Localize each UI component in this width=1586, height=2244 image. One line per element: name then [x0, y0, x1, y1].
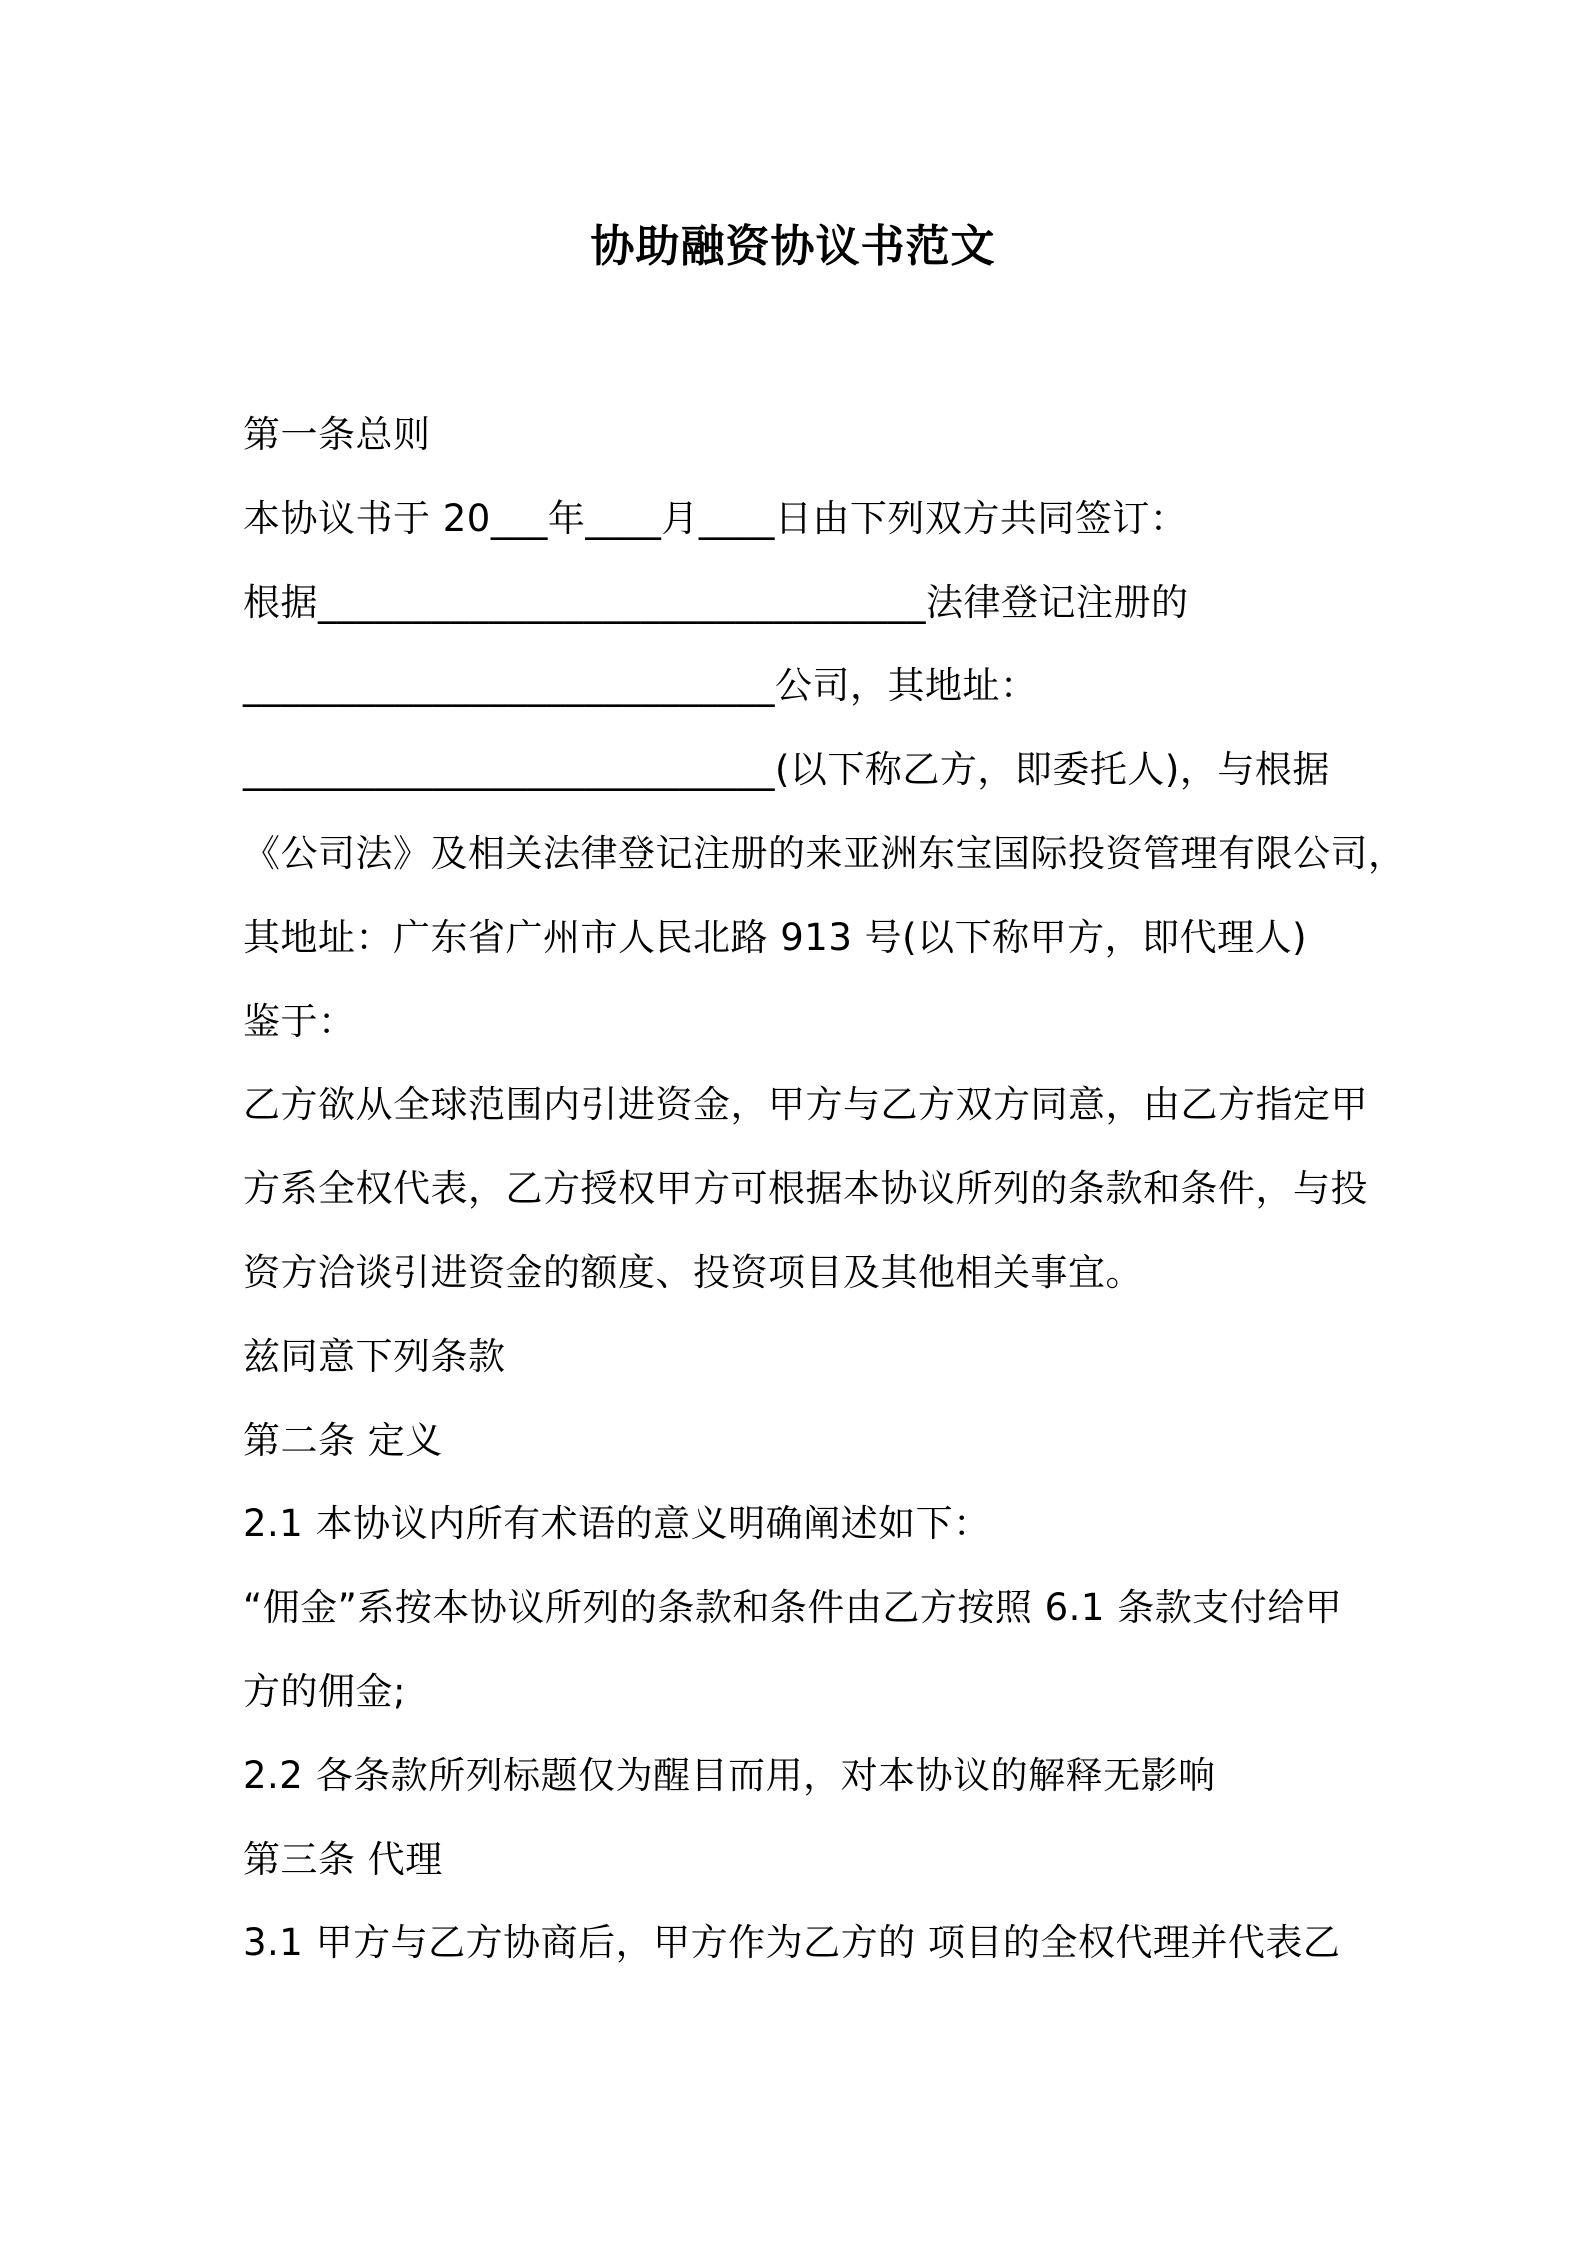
paragraph-line: 3.1 甲方与乙方协商后，甲方作为乙方的 项目的全权代理并代表乙	[243, 1921, 1341, 1965]
paragraph-line: 2.1 本协议内所有术语的意义明确阐述如下：	[243, 1502, 991, 1546]
paragraph-line: 根据________________________________法律登记注册的	[243, 580, 1189, 624]
paragraph-line: ____________________________公司，其地址：	[243, 664, 1038, 708]
paragraph-line: 其地址：广东省广州市人民北路 913 号(以下称甲方，即代理人)	[243, 915, 1308, 959]
paragraph-line: 方的佣金;	[243, 1669, 406, 1713]
paragraph-line: 资方洽谈引进资金的额度、投资项目及其他相关事宜。	[243, 1250, 1143, 1294]
paragraph-line: ____________________________(以下称乙方，即委托人)，与根据	[243, 748, 1330, 792]
paragraph-line: 2.2 各条款所列标题仅为醒目而用，对本协议的解释无影响	[243, 1753, 1216, 1797]
paragraph-line: 乙方欲从全球范围内引进资金，甲方与乙方双方同意，由乙方指定甲	[243, 1083, 1368, 1127]
paragraph-line: 鉴于：	[243, 999, 356, 1043]
paragraph-line: 本协议书于 20___年____月____日由下列双方共同签订：	[243, 496, 1188, 540]
section-heading-agency: 第三条 代理	[243, 1837, 443, 1881]
paragraph-line: 方系全权代表，乙方授权甲方可根据本协议所列的条款和条件，与投	[243, 1167, 1368, 1211]
paragraph-line: 《公司法》及相关法律登记注册的来亚洲东宝国际投资管理有限公司，	[243, 831, 1406, 875]
section-heading-definitions: 第二条 定义	[243, 1418, 443, 1462]
paragraph-line: “佣金”系按本协议所列的条款和条件由乙方按照 6.1 条款支付给甲	[243, 1586, 1343, 1630]
paragraph-line: 兹同意下列条款	[243, 1334, 506, 1378]
document-body	[243, 405, 1413, 1997]
document-title: 协助融资协议书范文	[590, 221, 996, 272]
section-heading-general: 第一条总则	[243, 413, 431, 456]
